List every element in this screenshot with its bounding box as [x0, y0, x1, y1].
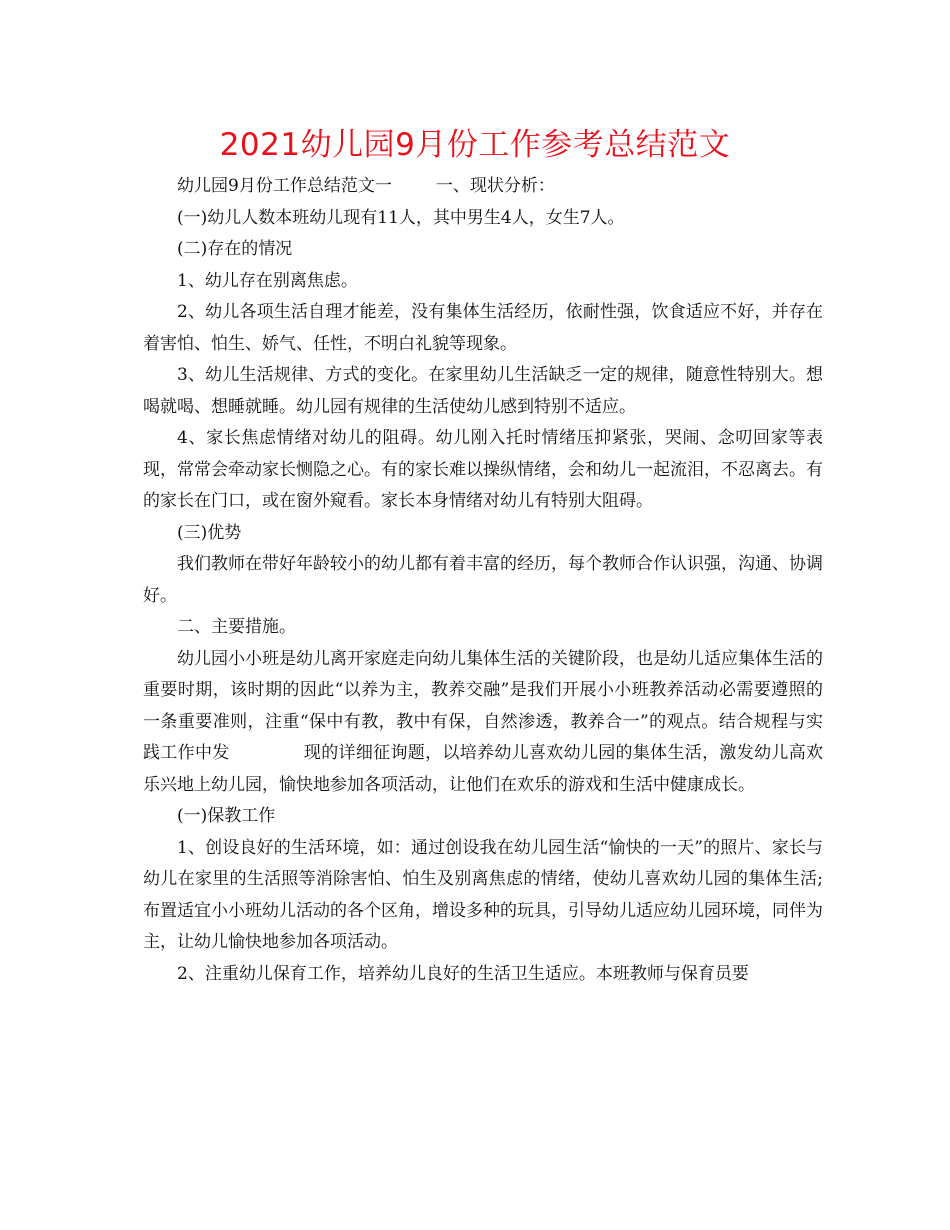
- paragraph: (三)优势: [177, 522, 242, 543]
- measures-text-part1: 幼儿园小小班是幼儿离开家庭走向幼儿集体生活的关键阶段，也是幼儿适应集体生活的重要时期，该时期的因此“以养为主，教养交融”是我们开展小小班教养活动必需要遵照的一条重要准则，注重“保中有教，教中有保，自然渗透，教养合一”的观点。结合规程与实践工作中发: [143, 648, 823, 763]
- document-title: 2021幼儿园9月份工作参考总结范文: [219, 127, 731, 163]
- intro-left-text: 幼儿园9月份工作总结范文一: [177, 176, 392, 196]
- paragraph: (二)存在的情况: [177, 239, 293, 259]
- paragraph: 4、家长焦虑情绪对幼儿的阻碍。幼儿刚入托时情绪压抑紧张，哭闹、念叨回家等表现，常常会牵动家长恻隐之心。有的家长难以操纵情绪，会和幼儿一起流泪，不忍离去。有的家长在门口，或在窗外窥看。家长本身情绪对幼儿有特别大阻碍。: [143, 428, 823, 511]
- paragraph: 我们教师在带好年龄较小的幼儿都有着丰富的经历，每个教师合作认识强，沟通、协调好。: [143, 554, 823, 606]
- document-body: [143, 171, 823, 990]
- paragraph: 2、幼儿各项生活自理才能差，没有集体生活经历，依耐性强，饮食适应不好，并存在着害怕、怕生、娇气、任性，不明白礼貌等现象。: [143, 302, 823, 354]
- intro-right-text: 一、现状分析：: [435, 176, 555, 196]
- paragraph: 1、幼儿存在别离焦虑。: [177, 270, 358, 291]
- paragraph: 1、创设良好的生活环境，如：通过创设我在幼儿园生活“愉快的一天”的照片、家长与幼儿在家里的生活照等消除害怕、怕生及别离焦虑的情绪，使幼儿喜欢幼儿园的集体生活;布置适宜小小班幼儿活动的各个区角，增设多种的玩具，引导幼儿适应幼儿园环境，同伴为主，让幼儿愉快地参加各项活动。: [143, 837, 823, 952]
- paragraph: (一)幼儿人数本班幼儿现有11人，其中男生4人，女生7人。: [177, 207, 625, 228]
- paragraph: (一)保教工作: [177, 806, 276, 826]
- paragraph: 3、幼儿生活规律、方式的变化。在家里幼儿生活缺乏一定的规律，随意性特别大。想喝就喝、想睡就睡。幼儿园有规律的生活使幼儿感到特别不适应。: [143, 365, 823, 417]
- paragraph: 2、注重幼儿保育工作，培养幼儿良好的生活卫生适应。本班教师与保育员要: [177, 963, 749, 984]
- measures-paragraph: [143, 644, 823, 802]
- measures-text-part2: 现的详细征询题，以培养幼儿喜欢幼儿园的集体生活，激发幼儿高欢乐兴地上幼儿园，愉快地参加各项活动，让他们在欢乐的游戏和生活中健康成长。: [143, 743, 824, 795]
- intro-line: [143, 171, 823, 203]
- paragraph: 二、主要措施。: [177, 617, 296, 637]
